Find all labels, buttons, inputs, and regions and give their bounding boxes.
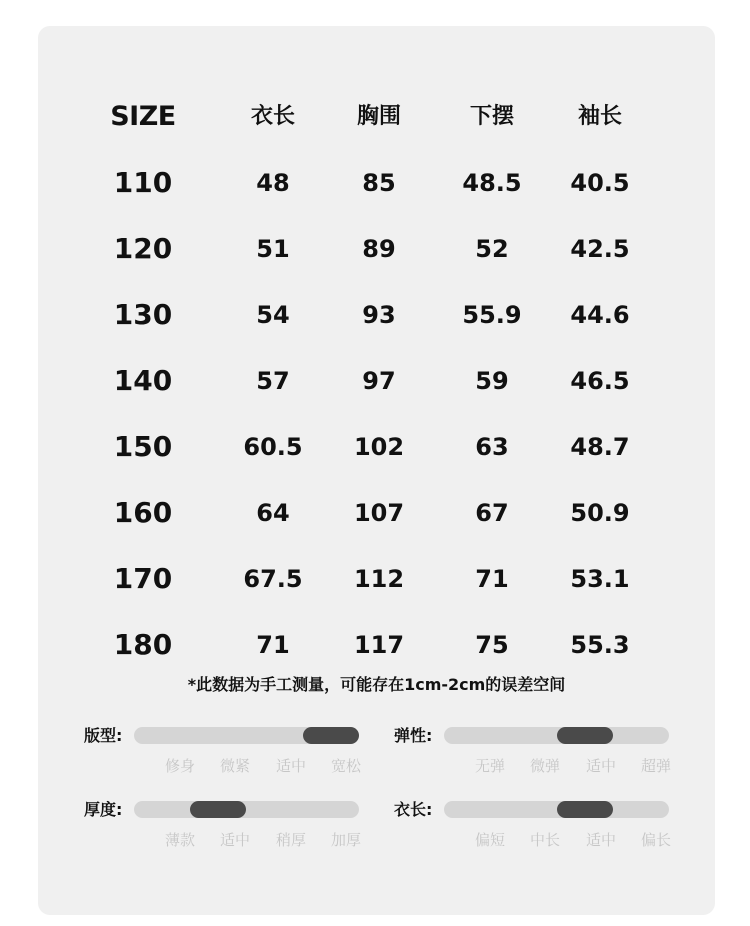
header-sleeve: 袖长 xyxy=(577,104,622,129)
cell-sleeve: 55.3 xyxy=(570,631,630,659)
cell-size: 130 xyxy=(113,298,173,331)
cell-chest: 97 xyxy=(362,367,396,395)
table-row xyxy=(38,163,715,203)
cell-sleeve: 40.5 xyxy=(570,169,630,197)
indicator-option: 偏短 xyxy=(474,831,505,849)
indicator-option: 修身 xyxy=(164,757,195,775)
indicator-option: 偏长 xyxy=(640,831,671,849)
size-chart-card xyxy=(38,26,715,915)
cell-length: 57 xyxy=(256,367,290,395)
indicator-option: 适中 xyxy=(585,831,616,849)
cell-size: 160 xyxy=(113,496,173,529)
cell-sleeve: 50.9 xyxy=(570,499,630,527)
indicator-option: 适中 xyxy=(585,757,616,775)
measurement-note: *此数据为手工测量，可能存在1cm-2cm的误差空间 xyxy=(187,675,566,694)
cell-chest: 93 xyxy=(362,301,396,329)
indicator-option: 稍厚 xyxy=(275,831,306,849)
indicator-option: 适中 xyxy=(219,831,250,849)
indicator-elasticity xyxy=(394,726,694,796)
cell-hem: 52 xyxy=(475,235,509,263)
cell-hem: 75 xyxy=(475,631,509,659)
indicator-track xyxy=(134,801,359,818)
cell-hem: 48.5 xyxy=(462,169,522,197)
table-row xyxy=(38,229,715,269)
header-hem: 下摆 xyxy=(469,104,514,129)
cell-length: 54 xyxy=(256,301,290,329)
cell-size: 120 xyxy=(113,232,173,265)
indicator-length xyxy=(394,800,694,870)
table-header-row xyxy=(38,97,715,137)
indicator-option: 超弹 xyxy=(640,757,671,775)
indicator-knob xyxy=(303,727,359,744)
cell-length: 48 xyxy=(256,169,290,197)
cell-length: 60.5 xyxy=(243,433,303,461)
indicator-label: 版型: xyxy=(84,726,123,745)
cell-chest: 89 xyxy=(362,235,396,263)
indicator-option: 加厚 xyxy=(330,831,361,849)
indicator-track xyxy=(134,727,359,744)
cell-hem: 55.9 xyxy=(462,301,522,329)
indicator-option: 适中 xyxy=(275,757,306,775)
cell-chest: 112 xyxy=(353,565,405,593)
cell-chest: 107 xyxy=(353,499,405,527)
cell-length: 51 xyxy=(256,235,290,263)
indicator-option: 微紧 xyxy=(219,757,250,775)
cell-hem: 67 xyxy=(475,499,509,527)
cell-sleeve: 46.5 xyxy=(570,367,630,395)
table-row xyxy=(38,427,715,467)
indicator-knob xyxy=(557,801,613,818)
header-size: SIZE xyxy=(110,101,176,132)
indicator-option: 宽松 xyxy=(330,757,361,775)
indicator-option: 无弹 xyxy=(474,757,505,775)
table-row xyxy=(38,295,715,335)
cell-length: 64 xyxy=(256,499,290,527)
cell-chest: 102 xyxy=(353,433,405,461)
indicator-thickness xyxy=(84,800,384,870)
indicator-label: 弹性: xyxy=(394,726,433,745)
cell-size: 150 xyxy=(113,430,173,463)
cell-sleeve: 53.1 xyxy=(570,565,630,593)
cell-sleeve: 42.5 xyxy=(570,235,630,263)
indicator-knob xyxy=(557,727,613,744)
cell-length: 67.5 xyxy=(243,565,303,593)
cell-chest: 85 xyxy=(362,169,396,197)
table-row xyxy=(38,559,715,599)
indicator-track xyxy=(444,727,669,744)
cell-sleeve: 44.6 xyxy=(570,301,630,329)
cell-length: 71 xyxy=(256,631,290,659)
table-row xyxy=(38,361,715,401)
cell-size: 140 xyxy=(113,364,173,397)
header-length: 衣长 xyxy=(250,104,295,129)
indicator-track xyxy=(444,801,669,818)
indicator-label: 厚度: xyxy=(84,800,123,819)
cell-size: 170 xyxy=(113,562,173,595)
cell-hem: 63 xyxy=(475,433,509,461)
cell-hem: 71 xyxy=(475,565,509,593)
cell-hem: 59 xyxy=(475,367,509,395)
indicator-fit xyxy=(84,726,384,796)
indicator-option: 薄款 xyxy=(164,831,195,849)
cell-chest: 117 xyxy=(353,631,405,659)
indicator-label: 衣长: xyxy=(394,800,433,819)
cell-sleeve: 48.7 xyxy=(570,433,630,461)
indicator-option: 中长 xyxy=(529,831,560,849)
cell-size: 180 xyxy=(113,628,173,661)
table-row xyxy=(38,625,715,665)
header-chest: 胸围 xyxy=(356,104,401,129)
table-row xyxy=(38,493,715,533)
cell-size: 110 xyxy=(113,166,173,199)
indicator-option: 微弹 xyxy=(529,757,560,775)
indicator-knob xyxy=(190,801,246,818)
